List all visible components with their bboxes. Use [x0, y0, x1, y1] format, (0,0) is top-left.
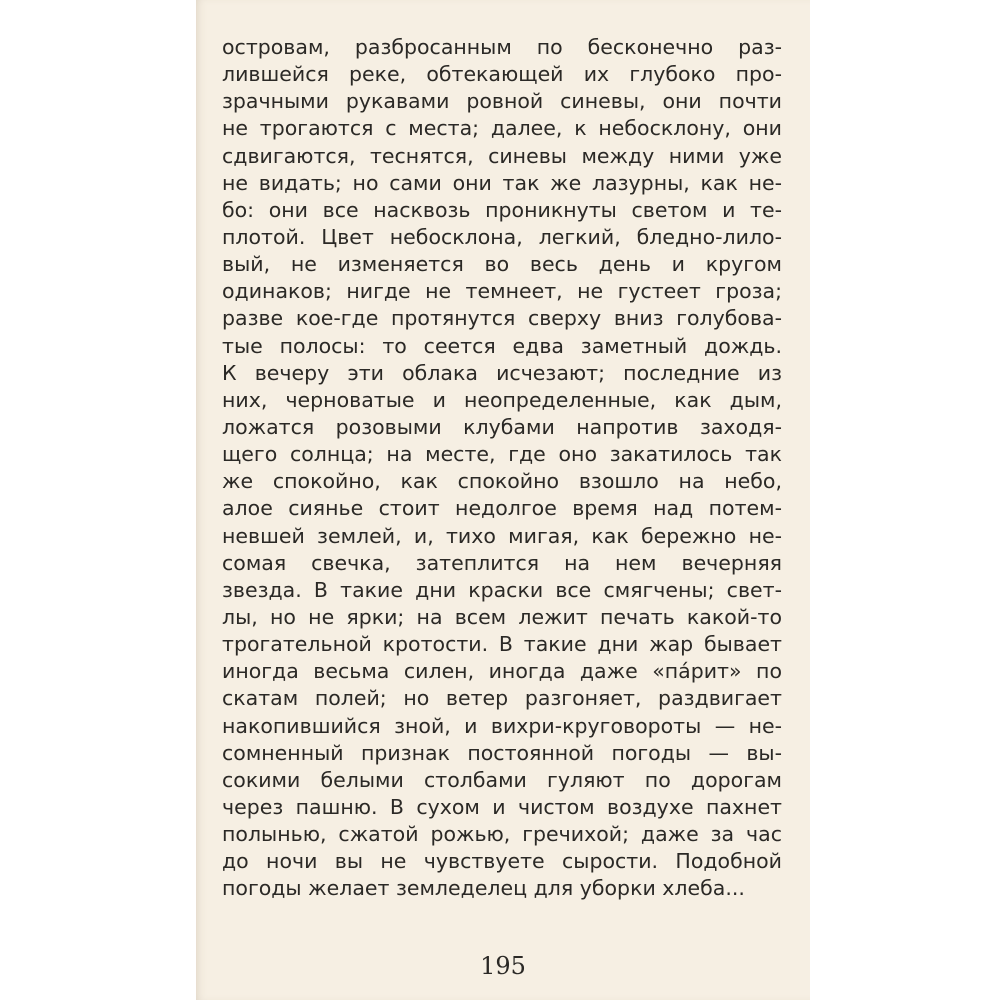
text-line: ложатся розовыми клубами напротив заходя- [222, 414, 782, 439]
text-line: до ночи вы не чувствуете сырости. Подобной [222, 849, 782, 874]
text-line: через пашню. В сухом и чистом воздухе пахнет [222, 794, 782, 819]
text-line-last: погоды желает земледелец для уборки хлеба... [222, 876, 745, 901]
text-line: тые полосы: то сеется едва заметный дождь. [222, 333, 782, 358]
text-line: накопившийся зной, и вихри-круговороты — не- [222, 713, 782, 738]
text-line: скатам полей; но ветер разгоняет, раздвигает [222, 686, 782, 711]
body-text [222, 34, 782, 903]
text-line: островам, разбросанным по бесконечно раз- [222, 35, 782, 59]
text-line: одинаков; нигде не темнеет, не густеет гроза; [222, 279, 782, 304]
text-line: них, черноватые и неопределенные, как дым, [222, 387, 782, 412]
text-line: щего солнца; на месте, где оно закатилось так [222, 442, 782, 467]
text-line: бо: они все насквозь проникнуты светом и те- [222, 197, 782, 222]
text-line: лы, но не ярки; на всем лежит печать какой-то [222, 604, 782, 629]
text-line: звезда. В такие дни краски все смягчены; свет- [222, 577, 782, 602]
text-line: К вечеру эти облака исчезают; последние из [222, 360, 782, 385]
text-line: трогательной кротости. В такие дни жар бывает [222, 632, 782, 657]
text-line: иногда весьма силен, иногда даже «па́рит» по [222, 659, 782, 684]
book-page [196, 0, 810, 1000]
text-line: вый, не изменяется во весь день и кругом [222, 252, 782, 277]
page-number: 195 [480, 952, 526, 980]
text-line: сокими белыми столбами гуляют по дорогам [222, 767, 782, 792]
text-line: алое сиянье стоит недолгое время над потем- [222, 496, 782, 521]
text-line: не видать; но сами они так же лазурны, как не- [222, 170, 782, 195]
text-line: полынью, сжатой рожью, гречихой; даже за час [222, 822, 782, 847]
text-line: сомая свечка, затеплится на нем вечерняя [222, 550, 782, 575]
text-line: плотой. Цвет небосклона, легкий, бледно-лило- [222, 224, 782, 249]
text-line: же спокойно, как спокойно взошло на небо, [222, 469, 782, 494]
text-line: сомненный признак постоянной погоды — вы- [222, 740, 782, 765]
text-line: зрачными рукавами ровной синевы, они почти [222, 89, 782, 114]
text-line: лившейся реке, обтекающей их глубоко про- [222, 62, 782, 87]
text-line: разве кое-где протянутся сверху вниз голубова- [222, 306, 782, 331]
text-line: невшей землей, и, тихо мигая, как бережно не- [222, 523, 782, 548]
text-line: не трогаются с места; далее, к небосклону, они [222, 116, 782, 141]
text-line: сдвигаются, теснятся, синевы между ними уже [222, 143, 782, 168]
